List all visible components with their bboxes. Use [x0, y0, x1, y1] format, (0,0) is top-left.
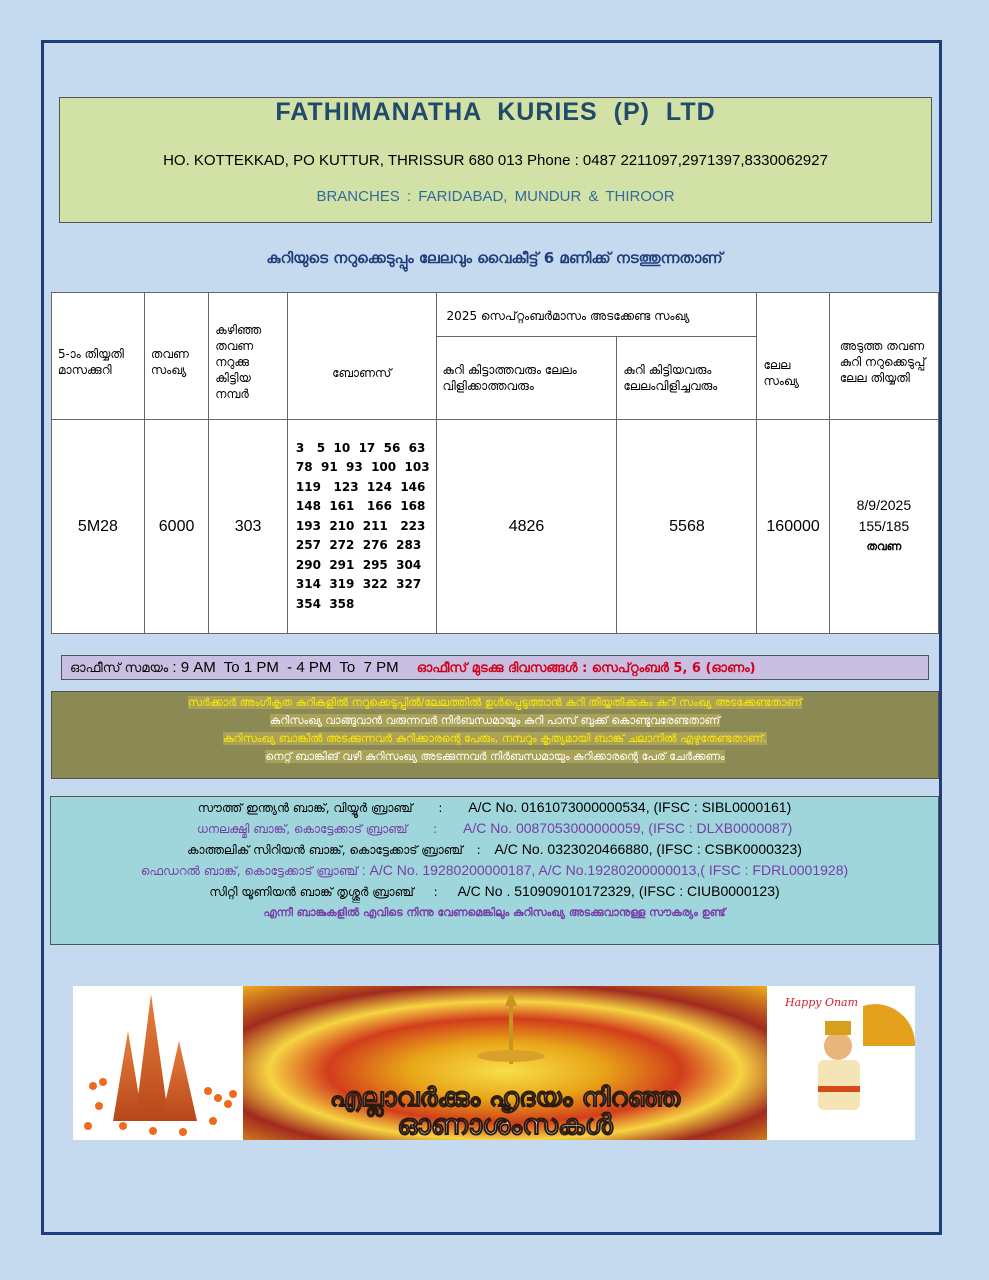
bonus-line: 257 272 276 283 [295, 538, 422, 553]
header-received: കുറി കിട്ടിയവരും ലേലംവിളിച്ചവരും [617, 337, 757, 420]
bonus-line: 290 291 295 304 [295, 557, 422, 572]
header-last-number: കഴിഞ്ഞ തവണ നറുക്കു കിട്ടിയ നമ്പർ [209, 293, 288, 420]
bonus-line: 314 319 322 327 [295, 577, 422, 592]
rule-line: കുറിസംഖ്യ വാങ്ങുവാൻ വരുന്നവർ നിർബന്ധമായും കുറി പാസ് ബുക്ക് കൊണ്ടുവരേണ്ടതാണ് [269, 714, 721, 727]
rule-line: കുറിസംഖ്യ ബാങ്കിൽ അടക്കുന്നവർ കുറിക്കാരന്റെ പേരും, നമ്പറും കൃത്യമായി ബാങ്ക് ചലാനിൽ എഴുതേണ്ടതാണ്. [223, 732, 767, 745]
header-payable: 2025 സെപ്റ്റംബർമാസം അടക്കേണ്ട സംഖ്യ [436, 293, 757, 337]
bonus-line: 119 123 124 146 [295, 479, 426, 494]
header-kuri: 5-ാം തിയ്യതി മാസക്കുറി [52, 293, 145, 420]
bank-name: ഫെഡറൽ ബാങ്ക്, കൊട്ടേക്കാട് ബ്രാഞ്ച് [140, 864, 358, 878]
bonus-line: 354 358 [295, 596, 355, 611]
office-hours-time: : 9 AM To 1 PM - 4 PM To 7 PM [168, 659, 399, 676]
bank-account: A/C No . 510909010172329, (IFSC : CIUB0000123) [457, 883, 780, 899]
greeting-line2: ഓണാശംസകൾ [397, 1108, 613, 1140]
company-branches: BRANCHES : FARIDABAD, MUNDUR & THIROOR [316, 188, 675, 205]
header-auction: ലേല സംഖ്യ [757, 293, 829, 420]
cell-last-number: 303 [209, 420, 288, 634]
bank-account: A/C No. 0161073000000534, (IFSC : SIBL0000161) [468, 799, 792, 815]
next-date: 8/9/2025 [856, 497, 912, 513]
bank-account: A/C No. 0087053000000059, (IFSC : DLXB0000087) [463, 820, 793, 836]
kuri-table [51, 292, 939, 634]
rules-box [51, 691, 939, 779]
bank-name: സിറ്റി യൂണിയൻ ബാങ്ക് തൃശ്ശൂർ ബ്രാഞ്ച് [209, 885, 414, 899]
header-next-date: അടുത്ത തവണ കുറി നറുക്കെടുപ്പ് ലേല തിയ്യതി [829, 293, 938, 420]
cell-received: 5568 [617, 420, 757, 634]
header-installment: തവണ സംഖ്യ [144, 293, 208, 420]
header-not-received: കുറി കിട്ടാത്തവരും ലേലം വിളിക്കാത്തവരും [436, 337, 617, 420]
bank-account: A/C No. 0323020466880, (IFSC : CSBK0000323) [494, 841, 802, 857]
bank-account: : A/C No. 19280200000187, A/C No.19280200000013,( IFSC : FDRL0001928) [361, 862, 849, 878]
bonus-line: 3 5 10 17 56 63 [295, 440, 426, 455]
bank-name: സൗത്ത് ഇന്ത്യൻ ബാങ്ക്, വിയ്യൂർ ബ്രാഞ്ച് [197, 801, 413, 815]
office-hours-label: ഓഫീസ് സമയം [70, 661, 169, 676]
maveli-face-icon [824, 1032, 852, 1060]
auction-notice: കുറിയുടെ നറുക്കെടുപ്പും ലേലവും വൈകീട്ട് 6 മണിക്ക് നടത്തുന്നതാണ് [266, 249, 723, 267]
office-hours-bar [61, 655, 929, 680]
onam-greeting-image [73, 986, 915, 1140]
greeting-line1: എല്ലാവർക്കും ഹൃദയം നിറഞ്ഞ [329, 1083, 681, 1113]
company-name: FATHIMANATHA KURIES (P) LTD [275, 98, 716, 126]
company-address: HO. KOTTEKKAD, PO KUTTUR, THRISSUR 680 013 Phone : 0487 2211097,2971397,8330062927 [163, 152, 828, 169]
next-label: തവണ [866, 541, 902, 553]
rule-line: നെറ്റ് ബാങ്കിങ് വഴി കുറിസംഖ്യ അടക്കുന്നവർ നിർബന്ധമായും കുറിക്കാരന്റെ പേര് ചേർക്കണം [265, 750, 725, 763]
bank-name: കാത്തലിക് സിറിയൻ ബാങ്ക്, കൊട്ടേക്കാട് ബ്രാഞ്ച് [187, 843, 463, 857]
banks-footer: എന്നീ ബാങ്കുകളിൽ എവിടെ നിന്നു വേണമെങ്കിലും കുറിസംഖ്യ അടക്കുവാനുള്ള സൗകര്യം ഉണ്ട് [263, 906, 726, 919]
happy-onam-text: Happy Onam [785, 996, 859, 1009]
cell-installment: 6000 [144, 420, 208, 634]
bank-details-box: സൗത്ത് ഇന്ത്യൻ ബാങ്ക്, വിയ്യൂർ ബ്രാഞ്ച് : A/C No. 0161073000000534, (IFSC : SIBL0000161) ധനലക്ഷ്മി ബാങ്ക്, കൊട്ടേക്കാട് ബ്രാഞ്ച് : A/C No. 0087053000000059, (IFSC : DLXB0000087) കാത്തലിക് സിറിയൻ ബാങ്ക്, കൊട്ടേക്കാട് ബ്രാഞ്ച് : A/C No. 0323020466880, (IFSC : CSBK0000323) ഫെഡറൽ ബാങ്ക്, കൊട്ടേക്കാട് ബ്രാഞ്ച് : A/C No. 19280200000187, A/C No.19280200000013,( IFSC : FDRL0001928) സിറ്റി യൂണിയൻ ബാങ്ക് തൃശ്ശൂർ ബ്രാഞ്ച് : A/C No . 510909010172329, (IFSC : CIUB0000123) എന്നീ ബാങ്കുകളിൽ എവിടെ നിന്നു വേണമെങ്കിലും കുറിസംഖ്യ അടക്കുവാനുള്ള സൗകര്യം ഉണ്ട് [50, 796, 939, 945]
bonus-line: 148 161 166 168 [295, 499, 426, 514]
cell-auction: 160000 [757, 420, 829, 634]
bank-name: ധനലക്ഷ്മി ബാങ്ക്, കൊട്ടേക്കാട് ബ്രാഞ്ച് [196, 822, 408, 836]
cell-kuri: 5M28 [52, 420, 145, 634]
bonus-line: 193 210 211 223 [295, 518, 426, 533]
cell-bonus [287, 420, 436, 634]
cell-not-received: 4826 [436, 420, 617, 634]
company-header [59, 97, 932, 223]
rule-line: സർക്കാർ അംഗീകൃത കുറികളിൽ നറുക്കെടുപ്പിൽ/ലേലത്തിൽ ഉൾപ്പെടുത്താൻ കുറി തിയ്യതിക്കകം കുറി സംഖ്യ അടക്കേണ്ടതാണ് [187, 696, 803, 709]
header-bonus: ബോണസ് [287, 293, 436, 420]
bonus-line: 78 91 93 100 103 [295, 460, 430, 475]
next-installment: 155/185 [858, 518, 910, 534]
holiday-notice: ഓഫീസ് മുടക്കു ദിവസങ്ങൾ : സെപ്റ്റംബർ 5, 6 (ഓണം) [416, 661, 756, 676]
cell-next-date [829, 420, 938, 634]
